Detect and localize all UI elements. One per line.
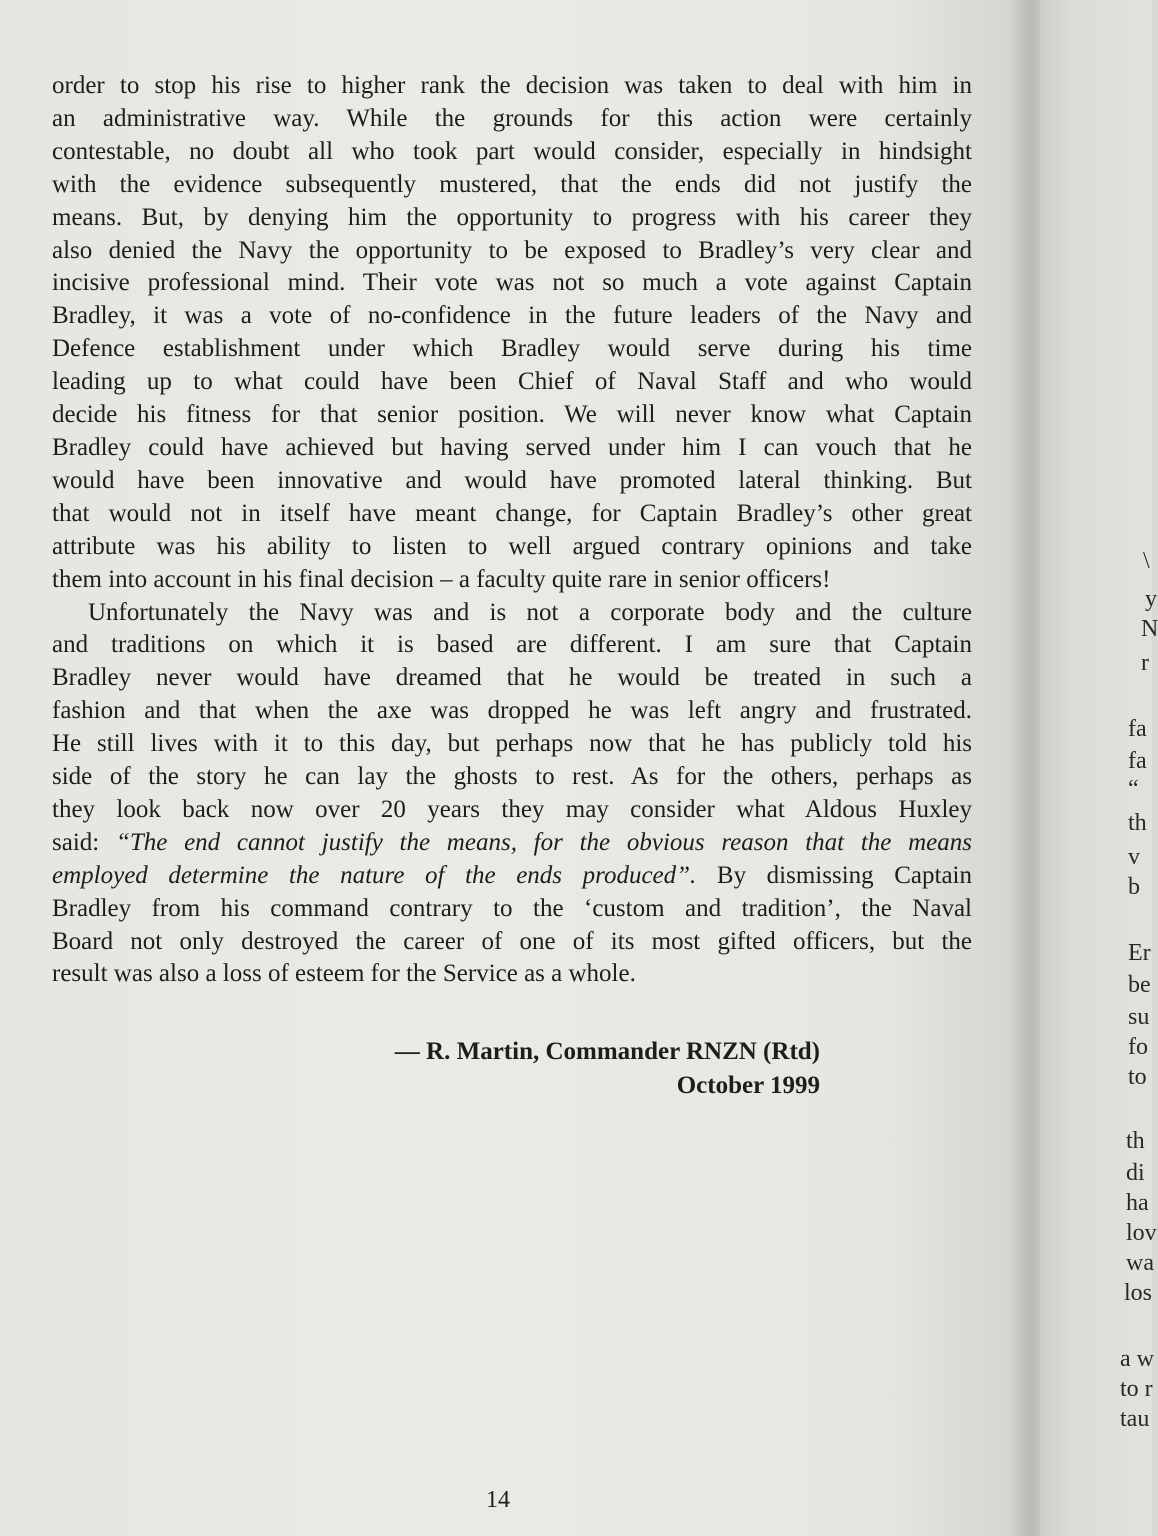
text-fragment: fo	[1128, 1034, 1148, 1060]
signature-date: October 1999	[676, 1072, 820, 1099]
text-line: fashion and that when the axe was dropped he was left angry and frustrated.	[52, 697, 972, 725]
text-fragment: th	[1128, 810, 1147, 836]
text-fragment: “	[1128, 776, 1139, 802]
quote-prefix: said:	[52, 828, 116, 856]
text-line: decide his fitness for that senior position. We will never know what Captain	[52, 401, 972, 429]
text-fragment: ha	[1126, 1190, 1149, 1216]
signature-author: — R. Martin, Commander RNZN (Rtd)	[394, 1038, 820, 1065]
text-fragment: to r	[1120, 1376, 1153, 1402]
text-line: also denied the Navy the opportunity to be exposed to Bradley’s very clear and	[52, 236, 972, 264]
text-fragment: fa	[1128, 748, 1147, 774]
text-line: they look back now over 20 years they may consider what Aldous Huxley	[52, 795, 972, 823]
text-line: Bradley could have achieved but having served under him I can vouch that he	[52, 433, 972, 461]
text-line: an administrative way. While the grounds for this action were certainly	[52, 104, 972, 132]
text-line: side of the story he can lay the ghosts to rest. As for the others, perhaps as	[52, 763, 972, 791]
text-line: that would not in itself have meant change, for Captain Bradley’s other great	[52, 499, 972, 527]
text-fragment: y	[1145, 586, 1157, 612]
text-fragment: Er	[1128, 940, 1151, 966]
text-line: would have been innovative and would have promoted lateral thinking. But	[52, 466, 972, 494]
text-fragment: lov	[1126, 1220, 1157, 1246]
text-fragment: \	[1143, 548, 1150, 574]
huxley-quote: “The end cannot justify the means, for the obvious reason that the means	[115, 828, 973, 856]
text-fragment: a w	[1120, 1346, 1154, 1372]
text-fragment: th	[1126, 1128, 1145, 1154]
text-line: Board not only destroyed the career of one of its most gifted officers, but the	[52, 927, 972, 955]
page-number: 14	[486, 1487, 510, 1513]
text-line: He still lives with it to this day, but perhaps now that he has publicly told his	[52, 730, 972, 758]
text-line: Bradley from his command contrary to the ‘custom and tradition’, the Naval	[52, 894, 972, 922]
text-line: contestable, no doubt all who took part would consider, especially in hindsight	[52, 137, 972, 165]
text-line: with the evidence subsequently mustered, that the ends did not justify the	[52, 170, 972, 198]
text-line: means. But, by denying him the opportunity to progress with his career they	[52, 203, 972, 231]
text-fragment: los	[1124, 1280, 1153, 1306]
text-line: them into account in his final decision – a faculty quite rare in senior officers!	[52, 565, 831, 593]
text-line: Bradley never would have dreamed that he would be treated in such a	[52, 664, 972, 692]
text-line: Bradley, it was a vote of no-confidence in the future leaders of the Navy and	[52, 302, 972, 330]
text-line: incisive professional mind. Their vote was not so much a vote against Captain	[52, 269, 972, 297]
text-fragment: r	[1141, 650, 1149, 676]
text-line: Defence establishment under which Bradley would serve during his time	[52, 335, 972, 363]
quote-line	[52, 860, 972, 893]
quote-line	[52, 827, 972, 860]
text-line: result was also a loss of esteem for the Service as a whole.	[52, 960, 636, 988]
facing-page	[1040, 0, 1158, 1536]
text-line: attribute was his ability to listen to well argued contrary opinions and take	[52, 532, 972, 560]
facing-page-fragments	[1040, 0, 1158, 1536]
text-line: order to stop his rise to higher rank the decision was taken to deal with him in	[52, 72, 972, 99]
text-fragment: wa	[1126, 1250, 1154, 1276]
text-line: leading up to what could have been Chief of Naval Staff and who would	[52, 368, 972, 396]
signature-block	[395, 1035, 820, 1103]
huxley-quote: employed determine the nature of the ends produced”.	[52, 861, 697, 889]
text-fragment: be	[1128, 972, 1151, 998]
text-fragment: di	[1126, 1160, 1145, 1186]
text-line: and traditions on which it is based are different. I am sure that Captain	[52, 631, 972, 659]
text-fragment: v	[1128, 844, 1140, 870]
text-fragment: tau	[1120, 1406, 1150, 1432]
text-fragment: b	[1128, 874, 1140, 900]
text-line: Unfortunately the Navy was and is not a corporate body and the culture	[88, 598, 972, 626]
text-fragment: to	[1128, 1064, 1147, 1090]
text-fragment: N	[1141, 616, 1158, 642]
text-fragment: su	[1128, 1004, 1150, 1030]
quote-suffix: By dismissing Captain	[696, 861, 972, 889]
text-fragment: fa	[1128, 716, 1147, 742]
body-text	[52, 70, 972, 991]
